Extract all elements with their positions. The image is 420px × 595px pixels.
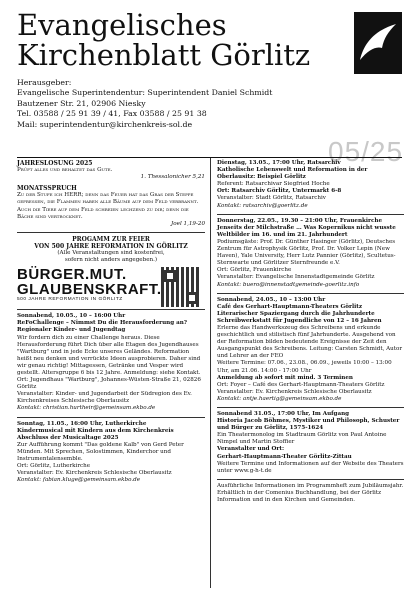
- publisher-mail: Mail: superintendentur@kirchenkreis-sol.de: [17, 119, 193, 129]
- event-3: [217, 160, 404, 210]
- event-1-head: Sonnabend, 10.05., 10 – 16:00 Uhr: [17, 313, 126, 320]
- event-1-veranstalter: Veranstalter: Kinder- und Jugendarbeit der Südregion des Ev. Kirchenkreises Schlesische Oberlausitz: [17, 391, 192, 405]
- event-6-title: Historia Jacob Böhmes, Mystiker und Philosoph, Schuster und Bürger zu Görlitz, 1575-1624: [217, 418, 400, 432]
- event-3-veranstalter: Veranstalter: Stadt Görlitz, Ratsarchiv: [217, 195, 326, 202]
- event-4-kontakt[interactable]: Kontakt: buero@innenstadtgemeinde-goerlitz.info: [217, 281, 360, 288]
- page-title: [17, 10, 310, 70]
- event-3-kontakt[interactable]: Kontakt: ratsarchiv@goerlitz.de: [217, 202, 308, 209]
- publisher-label: Herausgeber:: [17, 78, 72, 87]
- title-line-1: Evangelisches: [17, 8, 227, 42]
- event-2-body: Zur Aufführung kommt "Das goldene Kalb" von Gerd Peter Münden. Mit Sprechen, Solostimmen, Kinderchor und Instrumentalensemble.: [17, 441, 184, 462]
- jahreslosung-ref: 1. Thessalonicher 5,21: [140, 174, 205, 181]
- event-6-theater: Gerhart-Hauptmann-Theater Görlitz-Zittau: [217, 453, 352, 460]
- left-column: [17, 160, 205, 484]
- event-4-title: Jenseits der Milchstraße … Was Kopernikus nicht wusste Weltbilder im 16. und im 21. Jahrhundert: [217, 224, 396, 238]
- event-6: [217, 411, 404, 475]
- program-heading-2: VON 500 JAHRE REFORMATION IN GÖRLITZ: [34, 242, 188, 250]
- title-line-2: Kirchenblatt Görlitz: [17, 38, 311, 72]
- event-6-veranstalter: Veranstalter und Ort:: [217, 446, 285, 453]
- event-3-head: Dienstag, 13.05., 17:00 Uhr, Ratsarchiv: [217, 160, 341, 166]
- event-5-title: Café des Gerhart-Hauptmann-Theaters Görlitz Literarischer Spaziergang durch die Jahrhunderte Schreibwerkstatt für Jugendliche von 12 – 16 Jahren: [217, 303, 382, 324]
- event-4: [217, 218, 404, 289]
- banner-line-2: GLAUBENSKRAFT.: [17, 281, 162, 299]
- publisher-name: Evangelische Superintendentur: Superintendent Daniel Schmidt: [17, 88, 273, 98]
- event-5-anmeldung: Anmeldung ab sofort mit mind. 3 Terminen: [217, 374, 353, 381]
- jahreslosung-text: Prüft alles und behaltet das Gute.: [17, 167, 113, 174]
- church-logo-icon: [354, 12, 402, 74]
- event-5-kontakt[interactable]: Kontakt: antje.haertig@gemeinsam.ekbo.de: [217, 395, 342, 402]
- event-6-info: Weitere Termine und Informationen auf der Website des Theaters unter www.g-h-t.de: [217, 460, 404, 474]
- program-heading-1: PROGAMM ZUR FEIER: [72, 235, 150, 243]
- publisher-address: Bautzener Str. 21, 02906 Niesky: [17, 98, 146, 108]
- program-sub-1: (Alle Veranstaltungen sind kostenfrei,: [57, 250, 165, 257]
- event-2-head: Sonntag, 11.05., 16:00 Uhr, Lutherkirche: [17, 420, 147, 427]
- event-1: [17, 313, 205, 412]
- monatsspruch-text: Zu der Stufe ich HERR; denn das Feuer hat das Gras der Steppe gefressen, die Flammen haben alle Bäume auf dem Feld verbrannt. Auch die Tiere auf dem Feld schreien lechzend zu dir; denn die Bäche sind vertrocknet.: [17, 192, 199, 220]
- event-4-ort: Ort: Görlitz, Frauenkirche: [217, 267, 292, 274]
- reformation-banner: [17, 267, 205, 307]
- event-6-body: Ein Theatermonolog im Stadtraum Görlitz von Paul Antoine Nimpel und Martin Stoffier: [217, 432, 387, 446]
- event-1-kontakt[interactable]: Kontakt: christian.hurtheir@gemeinsam.ekbo.de: [17, 405, 156, 412]
- event-6-head: Sonnabend 31.05., 17:00 Uhr, Im Aufgang: [217, 411, 350, 417]
- event-5-termine: Weitere Termine: 07.06., 23.08., 06.09., jeweils 10:00 – 13:00 Uhr, am 21.06. 14:00 - 17:00 Uhr: [217, 360, 392, 374]
- qr-code-icon[interactable]: [161, 267, 201, 307]
- event-4-body: Podiumsgäste: Prof. Dr. Günther Hasinger (Görlitz), Deutsches Zentrum für Astrophysik Görlitz, Prof. Dr. Volker Lepin (New Haven), Yale University, Herr Lutz Pannier (Görlitz), Scultetus-Sternwarte und Görlitzer Sternfreunde e.V.: [217, 238, 396, 267]
- event-2-title: Kindermusical mit Kindern aus dem Kirchenkreis Abschluss der Musicaltage 2025: [17, 427, 174, 441]
- publisher-phone: Tel. 03588 / 25 91 39 / 41, Fax 03588 / 25 91 38: [17, 109, 207, 119]
- dove-icon: [354, 12, 402, 74]
- event-4-head: Donnerstag, 22.05., 19.30 – 21:00 Uhr, Frauenkirche: [217, 217, 383, 224]
- banner-line-3: 500 JAHRE REFORMATION IN GÖRLITZ: [17, 297, 123, 303]
- event-3-ref: Referent: Ratsarchivar Siegfried Hoche: [217, 181, 330, 188]
- issue-number: 05/25: [328, 136, 404, 167]
- event-5-head: Sonnabend, 24.05., 10 – 13:00 Uhr: [217, 296, 326, 303]
- event-1-ort: Ort: Jugendhaus "Wartburg", Johannes-Wüsten-Straße 21, 02826 Görlitz: [17, 377, 201, 391]
- event-5-ort: Ort: Foyer – Café des Gerhart-Hauptmann-Theaters Görlitz: [217, 381, 385, 388]
- event-1-title: ReFoChallenge – Nimmst Du die Herausforderung an? Regionaler Kinder- und Jugendtag: [17, 320, 188, 334]
- jahreslosung-heading: JAHRESLOSUNG 2025: [17, 160, 93, 167]
- banner-line-1: BÜRGER.MUT.: [17, 266, 127, 284]
- event-5: [217, 297, 404, 403]
- event-4-veranstalter: Veranstalter: Evangelische Innenstadtgemeinde Görlitz: [217, 274, 375, 281]
- event-3-title: Katholische Lebenswelt und Reformation in der Oberlausitz: Beispiel Görlitz: [217, 167, 368, 181]
- event-5-body: Erlerne das Handwerkszeug des Schreibens und erkunde geschichtlich und stilistisch fünf Jahrhunderte. Ausgehend von der Reformation bilden bedeutende Ereignisse der Zeit den Ausgangspunkt des Schreibens. Leitung: Carsten Schmidt, Autor und Lehrer an der FEO: [217, 324, 403, 360]
- program-sub-2: sofern nicht anders angegeben.): [64, 257, 158, 264]
- publisher-block: [17, 78, 317, 130]
- event-2-ort: Ort: Görlitz, Lutherkirche: [17, 463, 91, 470]
- event-3-ort: Ort: Ratsarchiv Görlitz, Untermarkt 6-8: [217, 188, 342, 195]
- event-2: [17, 421, 205, 485]
- footer-note: Ausführliche Informationen im Programmheft zum Jubiläumsjahr. Erhältlich in der Comenius Buchhandlung, bei der Görlitz Information und in den Kirchen und Gemeinden.: [217, 482, 404, 504]
- event-5-veranstalter: Veranstalter: Ev. Kirchenkreis Schlesische Oberlausitz: [217, 388, 372, 395]
- column-divider: [210, 158, 211, 588]
- right-column: [217, 160, 404, 504]
- event-2-kontakt[interactable]: Kontakt: fabian.kluge@gemeinsam.ekbo.de: [17, 477, 141, 484]
- monatsspruch-heading: MONATSSPRUCH: [17, 185, 77, 193]
- event-1-body: Wir fordern dich zu einer Challenge heraus. Diese Herausforderung führt Dich über alle Etagen des Jugendhauses "Wartburg" und in jede Ecke unseres Geländes. Reformation heißt neu denken und verrückte Ideen ausprobieren. Daher sind wir genau richtig! Mittagessen, Getränke und Vesper wird gestellt. Altersgruppe 6 bis 12 Jahre. Anmeldung: siehe Kontakt.: [17, 334, 201, 376]
- event-2-veranstalter: Veranstalter: Ev. Kirchenkreis Schlesische Oberlausitz: [17, 470, 172, 477]
- monatsspruch-ref: Joel 1,19-20: [171, 220, 205, 227]
